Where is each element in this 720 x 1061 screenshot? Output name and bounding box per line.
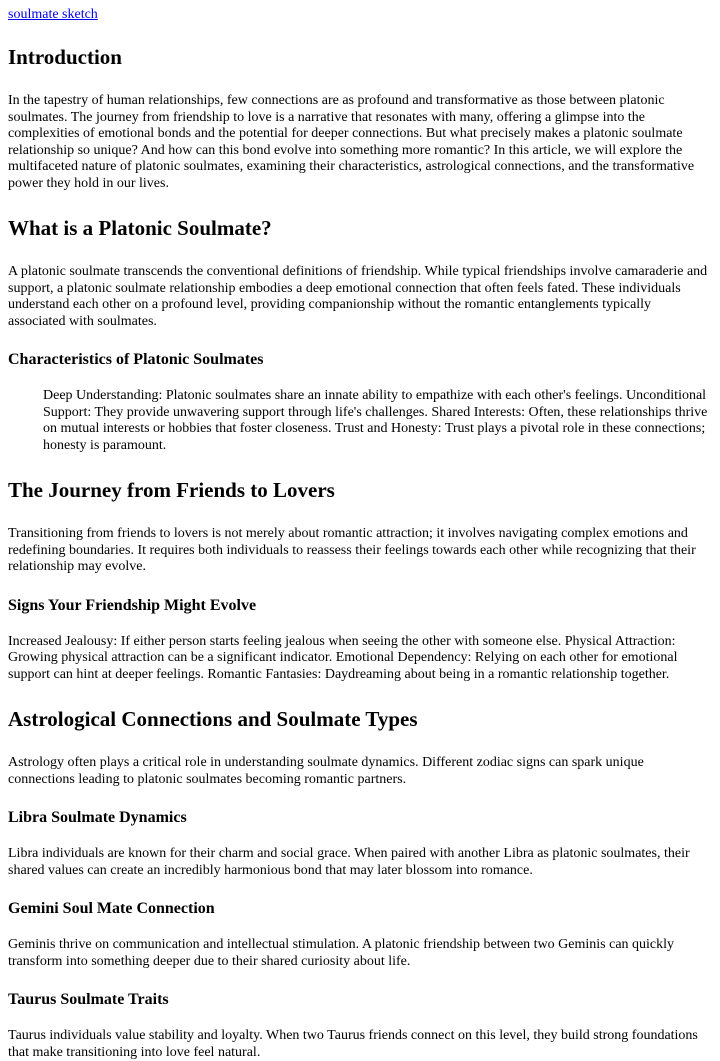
soulmate-sketch-link[interactable]: soulmate sketch bbox=[8, 7, 98, 22]
heading-journey: The Journey from Friends to Lovers bbox=[8, 478, 335, 502]
paragraph-introduction: In the tapestry of human relationships, few connections are as profound and transformative as those between platonic soulmates. The journey from friendship to love is a narrative that resonates with many, offering a glimpse into the complexities of emotional bonds and the potential for deeper connections. But what precisely makes a platonic soulmate relationship so unique? And how can this bond evolve into something more romantic? In this article, we will explore the multifaceted nature of platonic soulmates, examining their characteristics, astrological connections, and the transformative power they hold in our lives. bbox=[8, 93, 695, 191]
paragraph-gemini: Geminis thrive on communication and intellectual stimulation. A platonic friendship between two Geminis can quickly transform into something deeper due to their shared curiosity about life. bbox=[8, 937, 675, 969]
heading-signs: Signs Your Friendship Might Evolve bbox=[8, 596, 257, 614]
heading-gemini: Gemini Soul Mate Connection bbox=[8, 900, 215, 917]
characteristics-text: Deep Understanding: Platonic soulmates share an innate ability to empathize with each other's feelings. Unconditional Support: They provide unwavering support through life's challenges. Shared Interests: Often, these relationships thrive on mutual interests or hobbies that foster closeness. Trust and Honesty: Trust plays a pivotal role in these connections; honesty is paramount. bbox=[43, 388, 708, 453]
heading-taurus: Taurus Soulmate Traits bbox=[8, 991, 169, 1008]
paragraph-journey: Transitioning from friends to lovers is not merely about romantic attraction; it involves navigating complex emotions and redefining boundaries. It requires both individuals to reassess their feelings towards each other while recognizing that their relationship may evolve. bbox=[8, 526, 696, 574]
heading-what-is-platonic-soulmate: What is a Platonic Soulmate? bbox=[8, 216, 272, 240]
paragraph-signs: Increased Jealousy: If either person starts feeling jealous when seeing the other with someone else. Physical Attraction: Growing physical attraction can be a significant indicator. Emotional Dependency: Relying on each other for emotional support can hint at deeper feelings. Romantic Fantasies: Daydreaming about being in a romantic relationship together. bbox=[8, 633, 678, 682]
heading-introduction: Introduction bbox=[8, 45, 122, 69]
heading-astrological-connections: Astrological Connections and Soulmate Types bbox=[8, 707, 418, 731]
heading-characteristics: Characteristics of Platonic Soulmates bbox=[8, 351, 264, 368]
blockquote-characteristics bbox=[43, 388, 712, 454]
paragraph-what-is-platonic-soulmate: A platonic soulmate transcends the conventional definitions of friendship. While typical friendships involve camaraderie and support, a platonic soulmate relationship embodies a deep emotional connection that often feels fated. These individuals understand each other on a profound level, providing companionship without the romantic entanglements typically associated with soulmates. bbox=[8, 264, 708, 329]
paragraph-taurus: Taurus individuals value stability and loyalty. When two Taurus friends connect on this level, they build strong foundations that make transitioning into love feel natural. bbox=[8, 1028, 698, 1060]
heading-libra: Libra Soulmate Dynamics bbox=[8, 809, 187, 826]
paragraph-astrological-connections: Astrology often plays a critical role in understanding soulmate dynamics. Different zodiac signs can spark unique connections leading to platonic soulmates becoming romantic partners. bbox=[8, 755, 644, 787]
paragraph-libra: Libra individuals are known for their charm and social grace. When paired with another Libra as platonic soulmates, their shared values can create an incredibly harmonious bond that may later blossom into romance. bbox=[8, 846, 690, 878]
